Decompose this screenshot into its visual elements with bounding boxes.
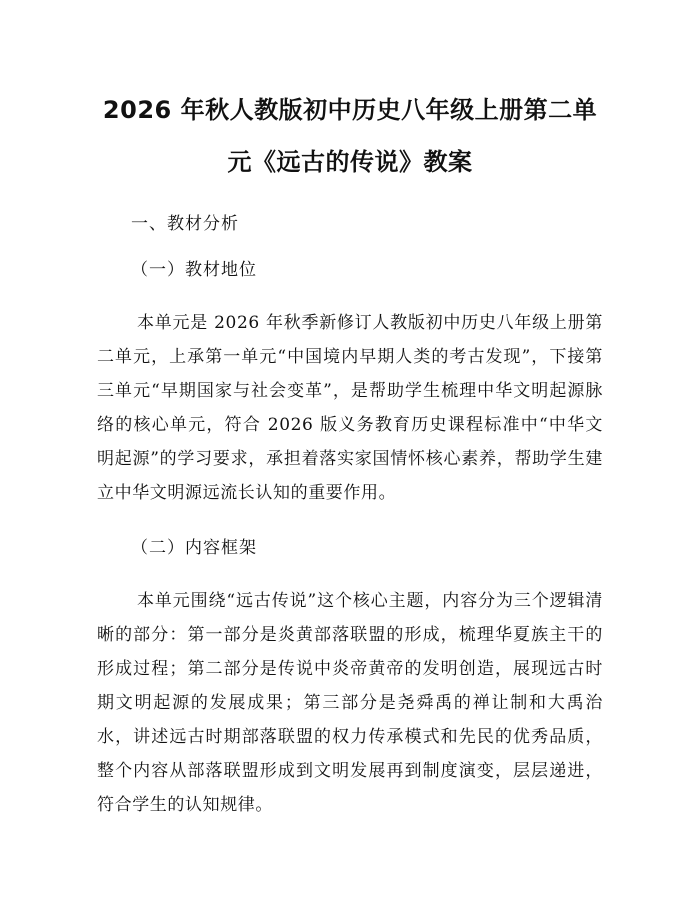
title-line-1: 2026 年秋人教版初中历史八年级上册第二单 bbox=[102, 96, 598, 124]
subsection-heading-content-framework: （二）内容框架 bbox=[131, 538, 257, 558]
paragraph-textbook-position: 本单元是 2026 年秋季新修订人教版初中历史八年级上册第二单元，上承第一单元“中国境内早期人类的考古发现”，下接第三单元“早期国家与社会变革”，是帮助学生梳理中华文明起源脉络的核心单元，符合 2026 版义务教育历史课程标准中“中华文明起源”的学习要求，承担着落实家国情怀核心素养，帮助学生建立中华文明源远流长认知的重要作用。 bbox=[97, 313, 603, 503]
paragraph-content-framework: 本单元围绕“远古传说”这个核心主题，内容分为三个逻辑清晰的部分：第一部分是炎黄部落联盟的形成，梳理华夏族主干的形成过程；第二部分是传说中炎帝黄帝的发明创造，展现远古时期文明起源的发展成果；第三部分是尧舜禹的禅让制和大禹治水，讲述远古时期部落联盟的权力传承模式和先民的优秀品质，整个内容从部落联盟形成到文明发展再到制度演变，层层递进，符合学生的认知规律。 bbox=[97, 591, 603, 815]
document-title bbox=[97, 84, 603, 188]
title-line-2: 元《远古的传说》教案 bbox=[227, 148, 473, 176]
section-heading-textbook-analysis: 一、教材分析 bbox=[131, 214, 239, 234]
subsection-heading-textbook-position: （一）教材地位 bbox=[131, 260, 257, 280]
